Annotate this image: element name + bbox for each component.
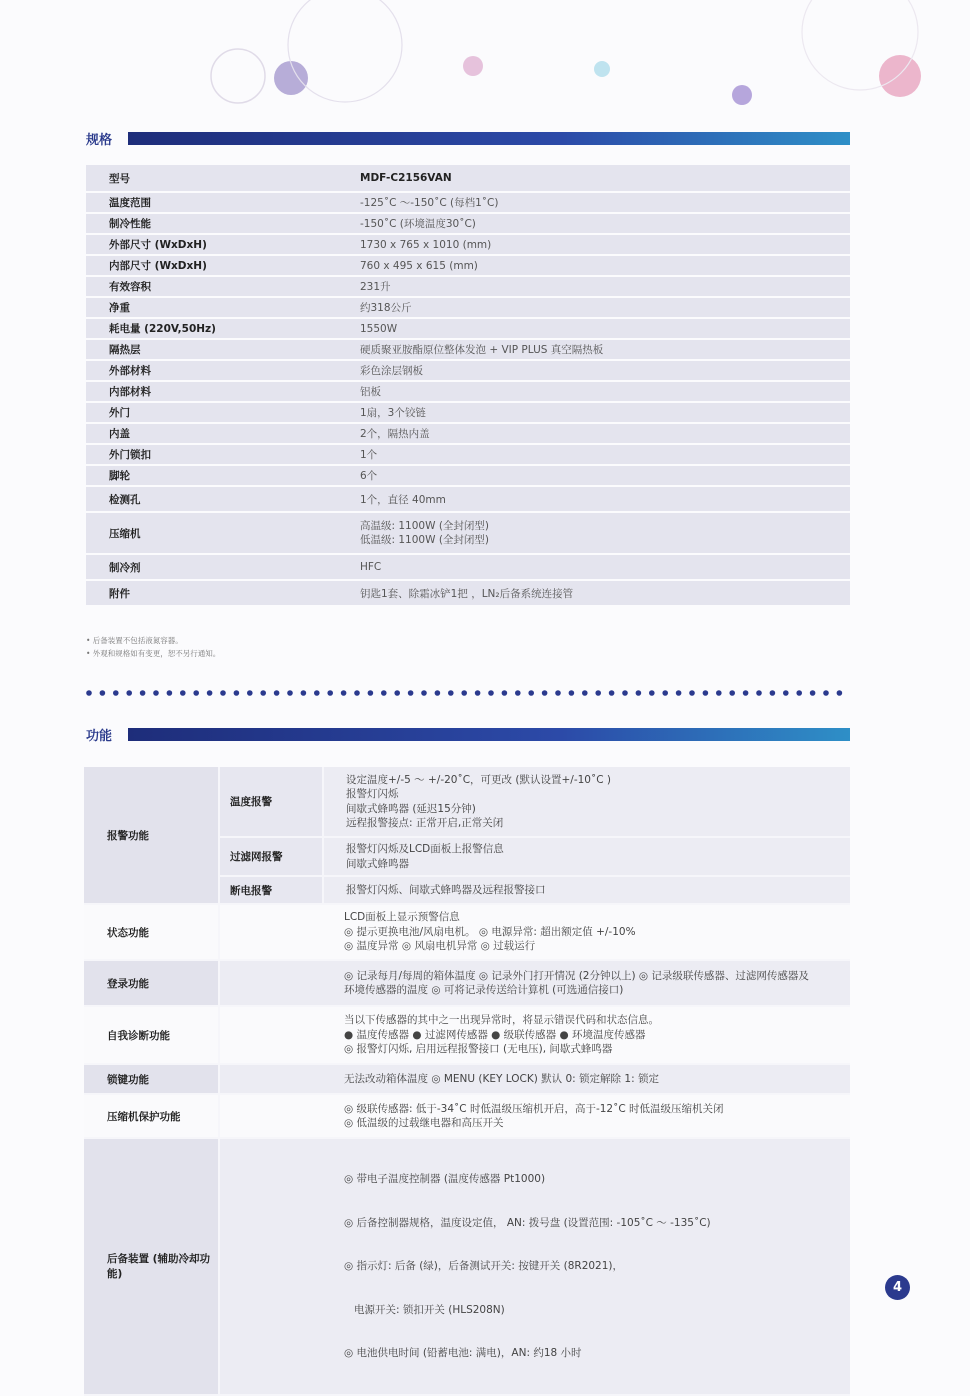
function-label: 自我诊断功能 xyxy=(84,1006,219,1064)
spec-value: 1730 x 765 x 1010 (mm) xyxy=(337,235,850,254)
function-sublabel: 温度报警 xyxy=(219,767,323,837)
divider-dot xyxy=(113,690,119,696)
spec-row xyxy=(86,555,850,579)
function-desc xyxy=(219,904,850,960)
function-label: 压缩机保护功能 xyxy=(84,1094,219,1138)
divider-dot xyxy=(220,690,226,696)
divider-dot xyxy=(837,690,843,696)
divider-dot xyxy=(636,690,642,696)
page-number: 4 xyxy=(885,1275,910,1300)
spec-label: 内部尺寸 (WxDxH) xyxy=(86,256,337,275)
note: • 后备装置不包括液氮容器。 xyxy=(86,636,183,645)
function-label: 登录功能 xyxy=(84,960,219,1006)
divider-dot xyxy=(569,690,575,696)
divider-dot xyxy=(783,690,789,696)
desc-line: ◎ 带电子温度控制器 (温度传感器 Pt1000) xyxy=(344,1173,546,1185)
spec-value: 约318公斤 xyxy=(337,298,850,317)
functions-title: 功能 xyxy=(86,728,113,744)
function-sublabel: 断电报警 xyxy=(219,876,323,904)
divider-dot xyxy=(582,690,588,696)
divider-dot xyxy=(193,690,199,696)
desc-line: ◎ 报警灯闪烁, 启用远程报警接口 (无电压), 间歇式蜂鸣器 xyxy=(344,1043,613,1056)
functions-title-bar xyxy=(128,728,850,741)
spec-label: 外部尺寸 (WxDxH) xyxy=(86,235,337,254)
spec-label: 内部材料 xyxy=(86,382,337,401)
divider-dot xyxy=(475,690,481,696)
spec-label: 型号 xyxy=(86,165,337,191)
divider-dot xyxy=(756,690,762,696)
spec-label: 脚轮 xyxy=(86,466,337,485)
spec-label: 净重 xyxy=(86,298,337,317)
divider-dot xyxy=(595,690,601,696)
spec-label: 制冷剂 xyxy=(86,555,337,579)
desc-line: 报警灯闪烁及LCD面板上报警信息 xyxy=(346,843,504,855)
divider-dot xyxy=(461,690,467,696)
desc-line: 远程报警接点: 正常开启,正常关闭 xyxy=(346,817,504,829)
function-desc xyxy=(219,1094,850,1138)
spec-row xyxy=(86,298,850,317)
function-desc xyxy=(219,1006,850,1064)
spec-row xyxy=(86,256,850,275)
divider-dot xyxy=(542,690,548,696)
divider-dot xyxy=(153,690,159,696)
divider-dot xyxy=(341,690,347,696)
desc-line: 间歇式蜂鸣器 xyxy=(346,857,409,870)
divider-dot xyxy=(287,690,293,696)
functions-section-header xyxy=(86,724,850,744)
divider-dot xyxy=(234,690,240,696)
function-desc xyxy=(219,1064,850,1094)
function-row-status xyxy=(84,904,850,960)
decorative-bubbles xyxy=(0,0,970,125)
spec-value: 6个 xyxy=(337,466,850,485)
spec-label: 检测孔 xyxy=(86,487,337,511)
desc-line: 电源开关: 锁扣开关 (HLS208N) xyxy=(344,1303,505,1316)
desc-line: 无法改动箱体温度 ◎ MENU (KEY LOCK) 默认 0: 锁定解除 1: 锁定 xyxy=(344,1072,659,1085)
divider-dot xyxy=(260,690,266,696)
divider-dot xyxy=(448,690,454,696)
spec-value xyxy=(337,513,850,553)
function-row-backup xyxy=(84,1138,850,1395)
function-row-log xyxy=(84,960,850,1006)
divider-dot xyxy=(703,690,709,696)
specs-title: 规格 xyxy=(86,132,113,148)
function-desc xyxy=(323,876,850,904)
spec-label: 温度范围 xyxy=(86,193,337,212)
divider-dot xyxy=(301,690,307,696)
desc-line: 间歇式蜂鸣器 (延迟15分钟) xyxy=(346,802,476,815)
divider-dot xyxy=(716,690,722,696)
function-row-diag xyxy=(84,1006,850,1064)
spec-row xyxy=(86,466,850,485)
spec-label: 制冷性能 xyxy=(86,214,337,233)
spec-row xyxy=(86,424,850,443)
divider-dot xyxy=(515,690,521,696)
spec-row xyxy=(86,340,850,359)
dotted-divider xyxy=(86,688,852,698)
divider-dot xyxy=(743,690,749,696)
function-desc xyxy=(219,960,850,1006)
spec-row xyxy=(86,319,850,338)
function-label: 后备装置 (辅助冷却功能) xyxy=(84,1138,219,1395)
specs-section-header xyxy=(86,128,850,148)
divider-dot xyxy=(729,690,735,696)
divider-dot xyxy=(796,690,802,696)
spec-label: 内盖 xyxy=(86,424,337,443)
spec-row xyxy=(86,277,850,296)
spec-label: 外门 xyxy=(86,403,337,422)
spec-notes xyxy=(86,634,220,660)
function-row-protect xyxy=(84,1094,850,1138)
spec-row xyxy=(86,193,850,212)
divider-dot xyxy=(662,690,668,696)
spec-row-compressor xyxy=(86,513,850,553)
spec-label: 隔热层 xyxy=(86,340,337,359)
divider-dot xyxy=(649,690,655,696)
spec-value: 2个，隔热内盖 xyxy=(337,424,850,443)
compressor-low: 低温级: 1100W (全封闭型) xyxy=(360,534,490,546)
divider-dot xyxy=(555,690,561,696)
desc-line: ◎ 低温级的过载继电器和高压开关 xyxy=(344,1117,504,1129)
spec-label: 耗电量 (220V,50Hz) xyxy=(86,319,337,338)
divider-dot xyxy=(381,690,387,696)
spec-value: 1个 xyxy=(337,445,850,464)
desc-line: ◎ 指示灯: 后备 (绿)，后备测试开关: 按键开关 (8R2021)， xyxy=(344,1260,624,1272)
spec-header-row xyxy=(86,165,850,191)
divider-dot xyxy=(394,690,400,696)
divider-dot xyxy=(354,690,360,696)
function-label: 报警功能 xyxy=(84,767,219,904)
spec-value: 铝板 xyxy=(337,382,850,401)
divider-dot xyxy=(488,690,494,696)
function-label: 锁键功能 xyxy=(84,1064,219,1094)
divider-dot xyxy=(622,690,628,696)
desc-line: ◎ 提示更换电池/风扇电机。 ◎ 电源异常: 超出额定值 +/-10% xyxy=(344,925,636,938)
function-table xyxy=(84,767,850,1396)
divider-dot xyxy=(207,690,213,696)
spec-label: 压缩机 xyxy=(86,513,337,553)
spec-value: -125˚C ～-150˚C (每档1˚C) xyxy=(337,193,850,212)
divider-dot xyxy=(689,690,695,696)
spec-row xyxy=(86,581,850,605)
spec-value: -150˚C (环境温度30˚C) xyxy=(337,214,850,233)
desc-line: ◎ 温度异常 ◎ 风扇电机异常 ◎ 过载运行 xyxy=(344,940,536,953)
divider-dot xyxy=(126,690,132,696)
compressor-high: 高温级: 1100W (全封闭型) xyxy=(360,520,490,532)
spec-value: 1个，直径 40mm xyxy=(337,487,850,511)
divider-dot xyxy=(528,690,534,696)
spec-value: 231升 xyxy=(337,277,850,296)
divider-dot xyxy=(86,690,92,696)
spec-label: 附件 xyxy=(86,581,337,605)
function-label: 状态功能 xyxy=(84,904,219,960)
divider-dot xyxy=(274,690,280,696)
function-desc xyxy=(219,1138,850,1395)
spec-row xyxy=(86,214,850,233)
spec-label: 外部材料 xyxy=(86,361,337,380)
spec-row xyxy=(86,487,850,511)
desc-line: ◎ 电池供电时间 (铅蓄电池: 满电)，AN: 约18 小时 xyxy=(344,1347,582,1359)
divider-dot xyxy=(140,690,146,696)
desc-line: 当以下传感器的其中之一出现异常时，将显示错误代码和状态信息。 xyxy=(344,1014,659,1027)
function-desc xyxy=(323,837,850,876)
desc-line: 设定温度+/-5 ～ +/-20˚C，可更改 (默认设置+/-10˚C ) xyxy=(346,773,611,786)
desc-line: 环境传感器的温度 ◎ 可将记录传送给计算机 (可选通信接口) xyxy=(344,984,624,996)
spec-value: 760 x 495 x 615 (mm) xyxy=(337,256,850,275)
desc-line: ◎ 级联传感器: 低于-34˚C 时低温级压缩机开启，高于-12˚C 时低温级压缩机关闭 xyxy=(344,1102,724,1115)
spec-value: 1扇，3个铰链 xyxy=(337,403,850,422)
desc-line: ◎ 后备控制器规格，温度设定值， AN: 拨号盘 (设置范围: -105˚C ～ -135˚C) xyxy=(344,1216,711,1229)
divider-dot xyxy=(502,690,508,696)
divider-dot xyxy=(167,690,173,696)
divider-dot xyxy=(435,690,441,696)
desc-line: 报警灯闪烁 xyxy=(346,788,399,800)
spec-model: MDF-C2156VAN xyxy=(337,165,850,191)
divider-dot xyxy=(823,690,829,696)
divider-dot xyxy=(770,690,776,696)
function-row-lock xyxy=(84,1064,850,1094)
divider-dot xyxy=(180,690,186,696)
divider-dot xyxy=(247,690,253,696)
divider-dot xyxy=(314,690,320,696)
function-row-alarm-temp xyxy=(84,767,850,837)
divider-dot xyxy=(100,690,106,696)
divider-dot xyxy=(327,690,333,696)
spec-value: HFC xyxy=(337,555,850,579)
spec-table xyxy=(86,163,850,607)
spec-value: 1550W xyxy=(337,319,850,338)
spec-row xyxy=(86,403,850,422)
function-desc xyxy=(323,767,850,837)
spec-row xyxy=(86,361,850,380)
divider-dot xyxy=(676,690,682,696)
spec-row xyxy=(86,445,850,464)
spec-value: 彩色涂层钢板 xyxy=(337,361,850,380)
specs-title-bar xyxy=(128,132,850,145)
divider-dot xyxy=(421,690,427,696)
divider-dot xyxy=(368,690,374,696)
desc-line: 报警灯闪烁、间歇式蜂鸣器及远程报警接口 xyxy=(346,883,546,896)
spec-label: 有效容积 xyxy=(86,277,337,296)
spec-value: 钥匙1套、除霜冰铲1把 ，LN₂后备系统连接管 xyxy=(337,581,850,605)
desc-line: ● 温度传感器 ● 过滤网传感器 ● 级联传感器 ● 环境温度传感器 xyxy=(344,1028,646,1041)
spec-row xyxy=(86,235,850,254)
divider-dot xyxy=(408,690,414,696)
divider-dot xyxy=(810,690,816,696)
spec-label: 外门锁扣 xyxy=(86,445,337,464)
spec-value: 硬质聚亚胺酯原位整体发泡 + VIP PLUS 真空隔热板 xyxy=(337,340,850,359)
divider-dot xyxy=(609,690,615,696)
note: • 外观和规格如有变更，恕不另行通知。 xyxy=(86,649,221,658)
desc-line: LCD面板上显示预警信息 xyxy=(344,911,460,924)
function-sublabel: 过滤网报警 xyxy=(219,837,323,876)
spec-row xyxy=(86,382,850,401)
desc-line: ◎ 记录每月/每周的箱体温度 ◎ 记录外门打开情况 (2分钟以上) ◎ 记录级联传感器、过滤网传感器及 xyxy=(344,969,809,982)
